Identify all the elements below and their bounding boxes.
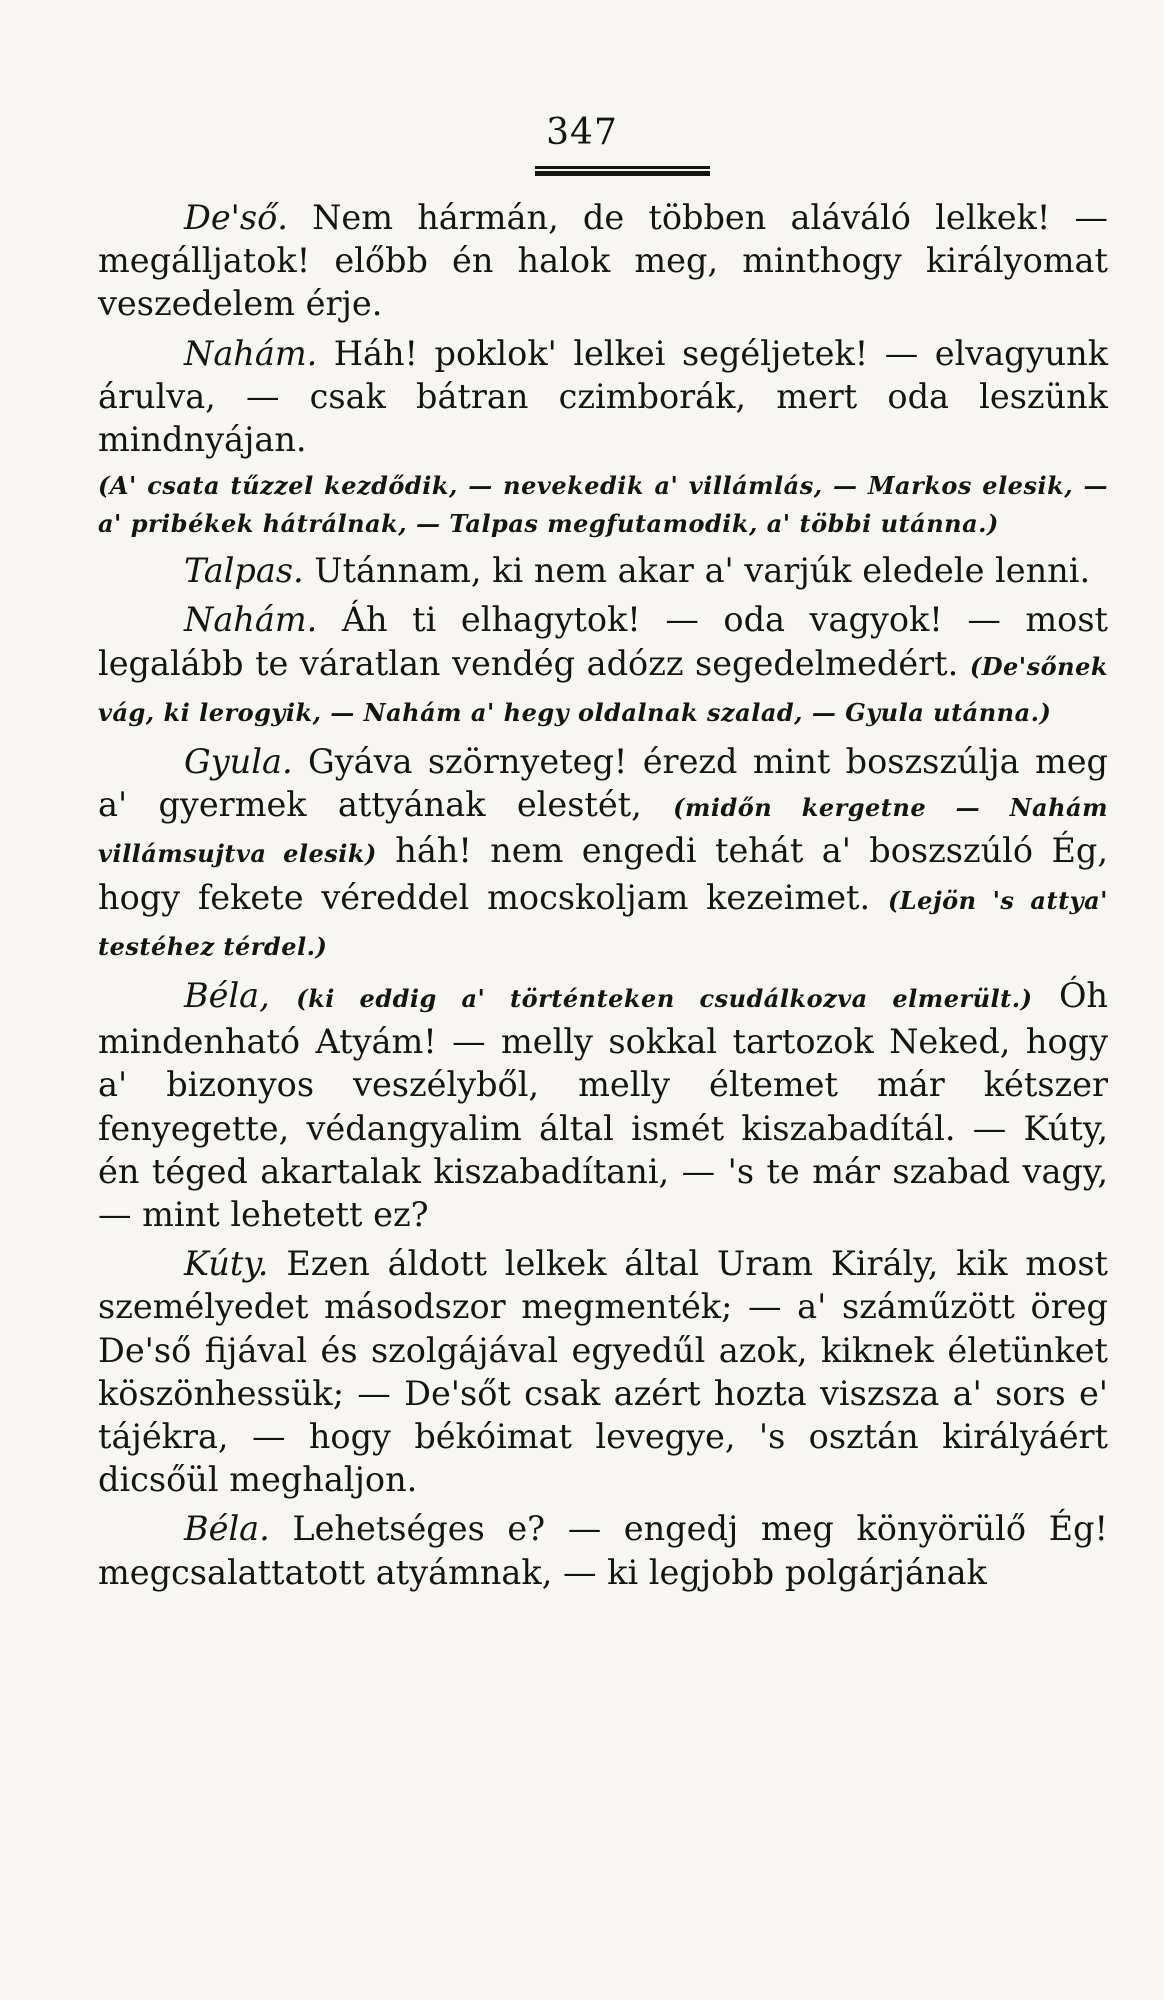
speech-text: Óh mindenható Atyám! — melly sokkal tartozok Neked, hogy a' bizonyos veszélyből, melly éltemet már kétszer fenyegette, védangyalim által ismét kiszabadítál. — Kúty, én téged akartalak kiszabadítani, — 's te már szabad vagy, — mint lehetett ez? <box>98 976 1109 1235</box>
speech-text: Háh! poklok' lelkei segéljetek! — elvagyunk árulva, — csak bátran czimborák, mert oda leszünk mindnyájan. <box>98 333 1109 460</box>
speaker-name: Kúty. <box>184 1244 269 1284</box>
page-body <box>98 196 1108 1594</box>
stage-direction: (midőn kergetne — Nahám villámsujtva elesik) <box>98 793 1109 869</box>
speech-text: háh! nem engedi tehát a' boszszúló Ég, hogy fekete véreddel mocskoljam kezeimet. <box>98 831 1108 917</box>
speaker-name: Nahám. <box>184 333 318 373</box>
speech-block <box>98 598 1108 734</box>
speaker-name: Nahám. <box>184 600 318 640</box>
speaker-name: Béla. <box>184 1509 270 1549</box>
speech-text: Áh ti elhagytok! — oda vagyok! — most legalább te váratlan vendég adózz segedelmedért. <box>98 600 1108 683</box>
stage-direction: (De'sőnek vág, ki lerogyik, — Nahám a' hegy oldalnak szalad, — Gyula utánna.) <box>98 651 1108 727</box>
stage-direction-block <box>98 467 1108 543</box>
speaker-name: Béla, <box>184 976 270 1016</box>
speech-block <box>98 332 1108 462</box>
speech-block <box>98 740 1108 968</box>
speech-text: Ezen áldott lelkek által Uram Király, kik most személyedet másodszor megmenték; — a' száműzött öreg De'ső fijával és szolgájával egyedűl azok, kiknek életünket köszönhessük; — De'sőt csak azért hozta viszsza a' sors e' tájékra, — hogy békóimat levegye, 's osztán királyáért dicsőül meghaljon. <box>98 1244 1108 1500</box>
speech-text: Utánnam, ki nem akar a' varjúk eledele lenni. <box>314 551 1091 591</box>
speech-block <box>98 1507 1108 1593</box>
speech-block <box>98 196 1108 326</box>
stage-direction: (ki eddig a' történteken csudálkozva elmerült.) <box>296 984 1033 1014</box>
stage-direction: (Lejön 's attya' testéhez térdel.) <box>98 885 1108 961</box>
speaker-name: Gyula. <box>184 742 293 782</box>
speech-text: Gyáva szörnyeteg! érezd mint boszszúlja meg a' gyermek attyának elestét, <box>98 742 1108 825</box>
speech-block <box>98 1242 1108 1501</box>
stage-direction: (A' csata tűzzel kezdődik, — nevekedik a' villámlás, — Markos elesik, — a' pribékek hátrálnak, — Talpas megfutamodik, a' többi utánna.) <box>98 471 1108 539</box>
speech-block <box>98 974 1108 1236</box>
speaker-name: Talpas. <box>184 551 304 591</box>
page-number: 347 <box>546 112 618 153</box>
speech-text: Lehetséges e? — engedj meg könyörülő Ég! megcsalattatott atyámnak, — ki legjobb polgárjának <box>98 1509 1108 1592</box>
speech-block <box>98 549 1108 592</box>
header-rule <box>535 166 710 176</box>
speech-text: Nem hármán, de többen aláváló lelkek! — megálljatok! előbb én halok meg, minthogy királyomat veszedelem érje. <box>98 198 1108 324</box>
speaker-name: De'ső. <box>184 198 288 237</box>
